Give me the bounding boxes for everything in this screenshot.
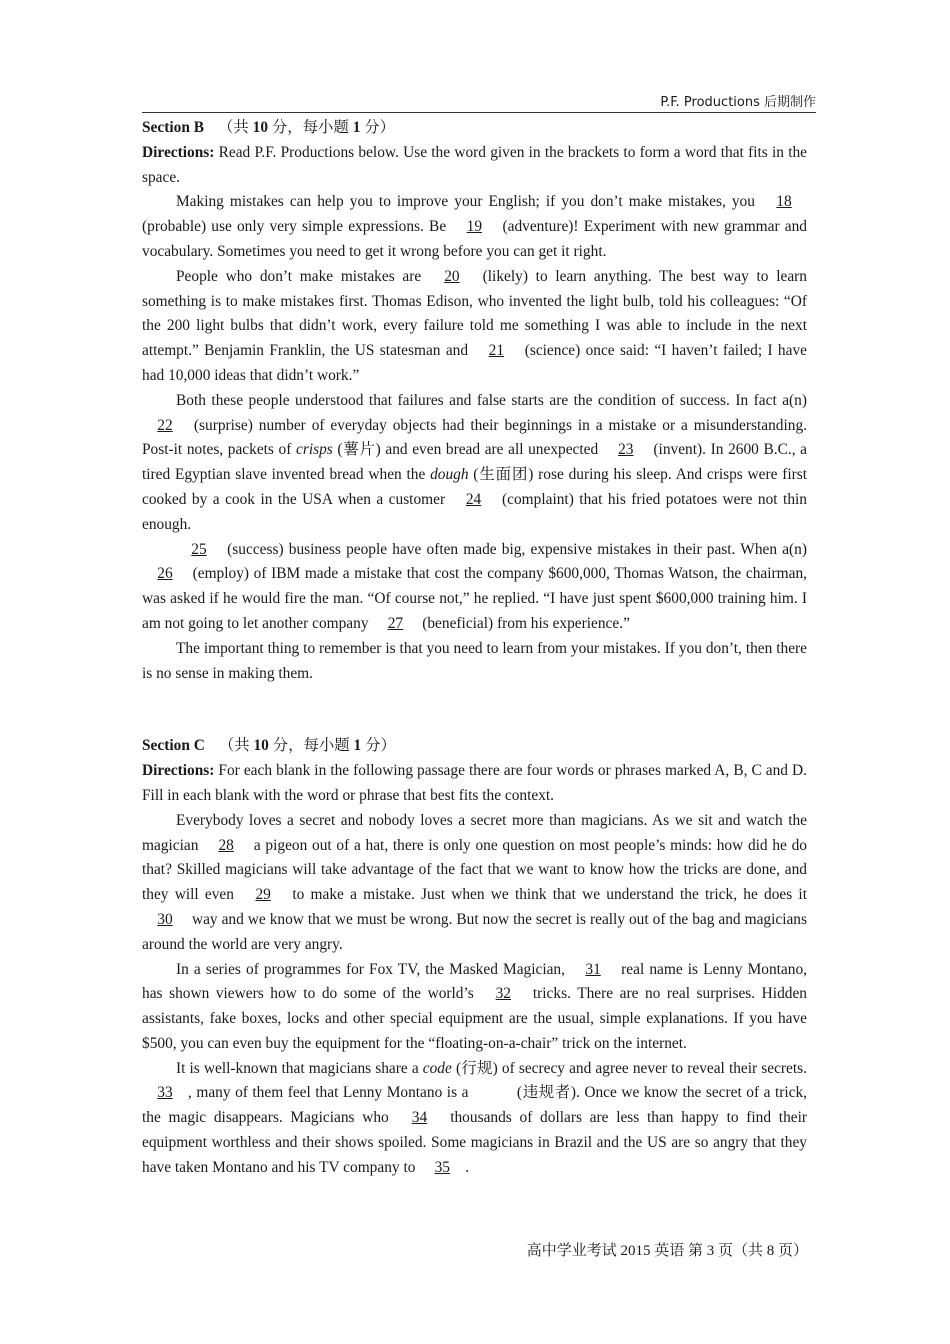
page-footer: 高中学业考试 2015 英语 第 3 页（共 8 页） <box>526 1243 808 1259</box>
section-c-score: （共 10 分，每小题 1 分） <box>218 737 396 755</box>
section-c-directions: Directions: For each blank in the following passage there are four words or phrases marked A, B, C and D. Fill in each blank with the word or phrase that best fits the context. <box>142 762 807 804</box>
blank-30: 30 <box>157 910 173 928</box>
section-b-title: Section B （共 10 分，每小题 1 分） <box>142 119 396 136</box>
section-c-paragraph-1: Everybody loves a secret and nobody loves a secret more than magicians. As we sit and watch the magician 28 a pigeon out of a hat, there is only one question on most people’s minds: how did he do that? Skilled magicians will take advantage of the fact that we want to know how the tricks are done, and they will even 29 to make a mistake. Just when we think that we understand the trick, he does it 30 way and we know that we must be wrong. But now the secret is really out of the bag and magicians around the world are very angry. <box>142 811 807 953</box>
section-b-paragraph-4: 25 (success) business people have often made big, expensive mistakes in their past. When a(n) 26 (employ) of IBM made a mistake that cost the company $600,000, Thomas Watson, the chairman, was asked if he would fire the man. “Of course not,” he replied. “I have just spent $600,000 training him. I am not going to let another company 27 (beneficial) from his experience.” <box>142 538 807 637</box>
section-c-title: Section C （共 10 分，每小题 1 分） <box>142 737 396 755</box>
blank-19: 19 <box>466 218 483 236</box>
blank-25: 25 <box>191 540 207 558</box>
blank-23: 23 <box>618 441 634 459</box>
section-b-paragraph-1: Making mistakes can help you to improve your English; if you don’t make mistakes, you 18 (probable) use only very simple expressions. Be 19 (adventure)! Experiment with new grammar and vocabulary. Sometimes you need to get it wrong before you can get it right. <box>142 190 807 264</box>
blank-29: 29 <box>255 886 271 904</box>
exam-content <box>142 116 807 1181</box>
section-b-paragraph-3: Both these people understood that failures and false starts are the condition of success. In fact a(n) 22 (surprise) number of everyday objects had their beginnings in a mistake or a misunderstanding. Post-it notes, packets of crisps (薯片) and even bread are all unexpected 23 (invent). In 2600 B.C., a tired Egyptian slave invented bread when the dough (生面团) rose during his sleep. And crisps were first cooked by a cook in the USA when a customer 24 (complaint) that his fried potatoes were not thin enough. <box>142 391 808 533</box>
header-text: P.F. Productions 后期制作 <box>660 95 816 110</box>
blank-34: 34 <box>411 1109 428 1127</box>
blank-31: 31 <box>585 960 601 978</box>
blank-18: 18 <box>776 193 792 211</box>
blank-35: 35 <box>434 1158 450 1176</box>
blank-22: 22 <box>157 416 173 434</box>
blank-32: 32 <box>495 985 511 1003</box>
section-b-paragraph-2: People who don’t make mistakes are 20 (likely) to learn anything. The best way to learn something is to make mistakes first. Thomas Edison, who invented the light bulb, told his colleagues: “Of the 200 light bulbs that didn’t work, every failure told me something I was able to include in the next attempt.” Benjamin Franklin, the US statesman and 21 (science) once said: “I haven’t failed; I have had 10,000 ideas that didn’t work.” <box>142 265 807 389</box>
section-b-score: （共 10 分，每小题 1 分） <box>218 119 396 136</box>
blank-26: 26 <box>157 565 173 583</box>
blank-24: 24 <box>465 490 482 508</box>
blank-20: 20 <box>444 267 460 285</box>
page-header <box>142 88 816 113</box>
section-b-directions: Directions: Read P.F. Productions below. Use the word given in the brackets to form a word that fits in the space. <box>142 143 807 186</box>
blank-21: 21 <box>488 342 505 360</box>
blank-27: 27 <box>387 614 404 632</box>
blank-33: 33 <box>157 1084 173 1102</box>
blank-28: 28 <box>218 836 234 854</box>
section-c-paragraph-2: In a series of programmes for Fox TV, the Masked Magician, 31 real name is Lenny Montano, has shown viewers how to do some of the world’s 32 tricks. There are no real surprises. Hidden assistants, fake boxes, locks and other special equipment are the usual, simple explanations. If you have $500, you can even buy the equipment for the “floating-on-a-chair” trick on the internet. <box>142 958 807 1057</box>
section-b-paragraph-5: The important thing to remember is that you need to learn from your mistakes. If you don’t, then there is no sense in making them. <box>142 639 807 682</box>
section-c-paragraph-3: It is well-known that magicians share a code (行规) of secrecy and agree never to reveal their secrets. 33 , many of them feel that Lenny Montano is a (违规者). Once we know the secret of a trick, the magic disappears. Magicians who 34 thousands of dollars are less than happy to find their equipment worthless and their shows spoiled. Some magicians in Brazil and the US are so angry that they have taken Montano and his TV company to 35 . <box>142 1057 807 1181</box>
